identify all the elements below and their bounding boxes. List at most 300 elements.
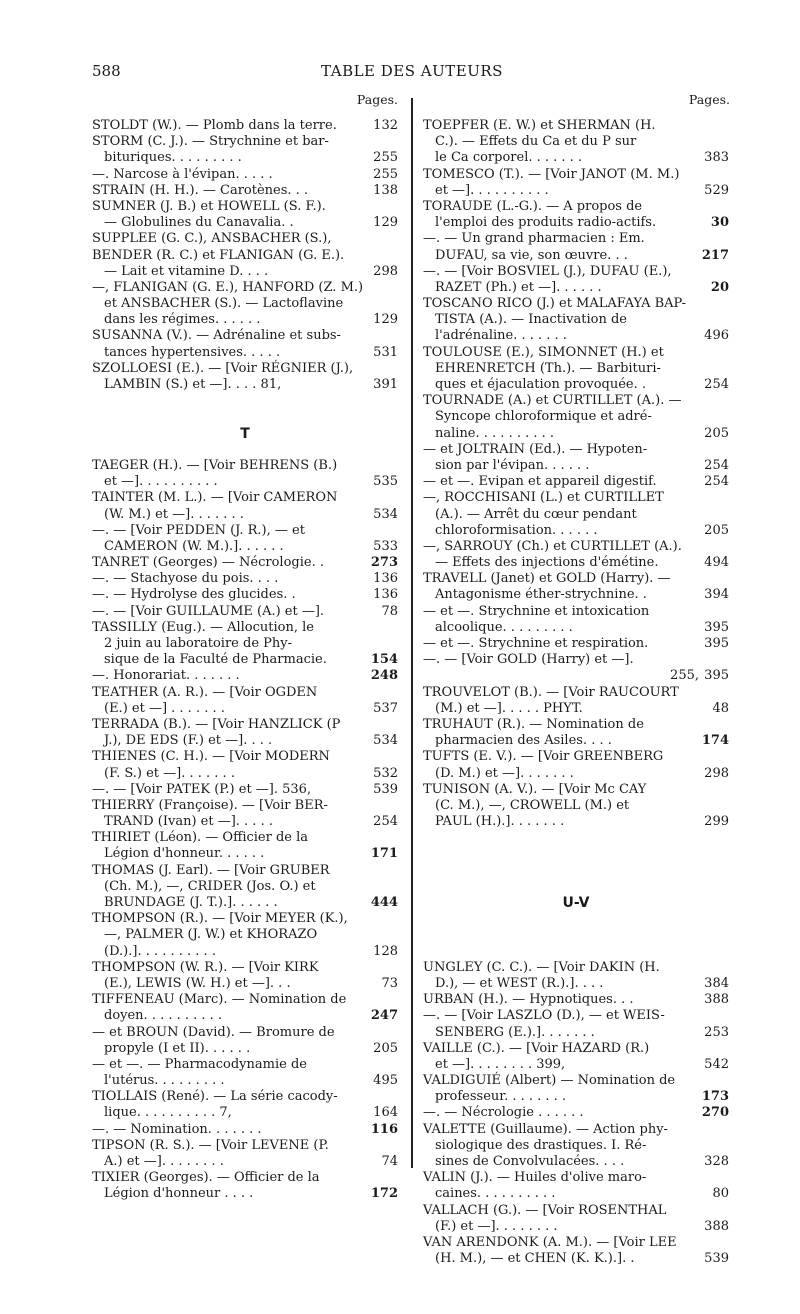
entry-text: —. Honorariat. . . . . . . xyxy=(92,668,240,684)
page-ref: 20 xyxy=(710,279,729,295)
entry-text: —. — [Voir PEDDEN (J. R.), — et xyxy=(92,522,305,538)
index-entry-line xyxy=(423,636,729,652)
entry-text: TIXIER (Georges). — Officier de la xyxy=(92,1170,320,1186)
entry-text: —. — [Voir LASZLO (D.), — et WEIS- xyxy=(423,1008,665,1024)
index-entry-line xyxy=(423,1219,729,1235)
index-entry-line xyxy=(423,571,729,587)
index-entry-line xyxy=(92,328,398,344)
entry-text: PAUL (H.).]. . . . . . . xyxy=(435,814,565,830)
index-entry-line xyxy=(423,474,729,490)
index-entry-line xyxy=(92,960,398,976)
entry-text: — Globulines du Canavalia. . xyxy=(104,215,294,231)
page-ref: 542 xyxy=(704,1056,729,1072)
entry-text: Antagonisme éther-strychnine. . xyxy=(435,587,647,603)
entry-text: TIOLLAIS (René). — La série cacody- xyxy=(92,1089,338,1105)
column-divider xyxy=(411,98,413,1168)
entry-text: — et BROUN (David). — Bromure de xyxy=(92,1024,335,1040)
index-entry-line xyxy=(92,1089,398,1105)
index-entry-line xyxy=(423,312,729,328)
index-entry-line xyxy=(92,733,398,749)
page-ref: 136 xyxy=(373,571,398,587)
page-ref: 171 xyxy=(370,846,398,862)
entry-text: TOSCANO RICO (J.) et MALAFAYA BAP- xyxy=(423,296,686,312)
spacer xyxy=(92,409,398,425)
index-entry-line xyxy=(92,458,398,474)
index-entry-line xyxy=(92,1057,398,1073)
index-entry-line xyxy=(423,1041,729,1057)
entry-text: doyen. . . . . . . . . . xyxy=(104,1008,223,1024)
index-entry-line xyxy=(423,409,729,425)
entry-text: STOLDT (W.). — Plomb dans la terre. xyxy=(92,118,337,133)
index-entry-line xyxy=(423,231,729,247)
page-ref: 444 xyxy=(370,895,398,910)
index-entry-line xyxy=(423,328,729,344)
entry-text: —, SARROUY (Ch.) et CURTILLET (A.). xyxy=(423,538,682,554)
entry-text: TIFFENEAU (Marc). — Nomination de xyxy=(92,992,347,1008)
index-entry-line xyxy=(423,1203,729,1219)
page-ref: 383 xyxy=(704,150,729,166)
entry-text: (E.), LEWIS (W. H.) et —]. . . xyxy=(104,975,291,991)
entry-text: UNGLEY (C. C.). — [Voir DAKIN (H. xyxy=(423,959,660,975)
index-entry-line xyxy=(423,960,729,976)
index-entry-line xyxy=(423,377,729,393)
page-ref: 254 xyxy=(373,814,398,830)
page-ref: 388 xyxy=(704,992,729,1008)
index-entry-line xyxy=(92,474,398,490)
spacer xyxy=(423,944,729,960)
page-ref: 129 xyxy=(373,215,398,231)
index-entry-line xyxy=(423,1089,729,1105)
entry-text: EHRENRETCH (Th.). — Barbituri- xyxy=(435,360,661,376)
page-ref: 30 xyxy=(710,215,729,231)
index-entry-line xyxy=(92,150,398,166)
index-entry-line xyxy=(423,1105,729,1121)
page-ref: 531 xyxy=(373,344,398,360)
entry-text: TEATHER (A. R.). — [Voir OGDEN xyxy=(92,684,318,700)
entry-text: dans les régimes. . . . . . xyxy=(104,312,261,328)
index-entry-line xyxy=(423,490,729,506)
index-entry-line xyxy=(92,798,398,814)
entry-text: — et JOLTRAIN (Ed.). — Hypoten- xyxy=(423,441,648,457)
index-entry-line xyxy=(92,1122,398,1138)
page-ref: 116 xyxy=(370,1121,398,1137)
spacer xyxy=(92,393,398,409)
entry-text: C.). — Effets du Ca et du P sur xyxy=(435,134,637,150)
page-ref: 496 xyxy=(704,328,729,344)
page-ref: 205 xyxy=(704,522,729,538)
spacer xyxy=(423,830,729,846)
entry-text: —. — [Voir BOSVIEL (J.), DUFAU (E.), xyxy=(423,263,672,279)
pages-label-left: Pages. xyxy=(356,92,398,107)
page-ref: 537 xyxy=(373,700,398,716)
page-ref: 78 xyxy=(381,603,398,619)
index-entry-line xyxy=(423,393,729,409)
entry-text: — et —. Evipan et appareil digestif. xyxy=(423,474,657,490)
page-ref: 529 xyxy=(704,182,729,198)
entry-text: VAN ARENDONK (A. M.). — [Voir LEE xyxy=(423,1234,677,1250)
page-ref: 129 xyxy=(373,312,398,328)
index-entry-line xyxy=(92,361,398,377)
index-entry-line xyxy=(423,587,729,603)
entry-text: —. — Nomination. . . . . . . xyxy=(92,1121,262,1137)
index-entry-line xyxy=(92,231,398,247)
page-ref: 534 xyxy=(373,506,398,522)
entry-text: — Effets des injections d'émétine. xyxy=(435,555,659,571)
entry-text: TASSILLY (Eug.). — Allocution, le xyxy=(92,619,314,635)
entry-text: THIENES (C. H.). — [Voir MODERN xyxy=(92,749,330,765)
entry-text: SUSANNA (V.). — Adrénaline et subs- xyxy=(92,328,341,344)
index-entry-line xyxy=(423,215,729,231)
entry-text: sines de Convolvulacées. . . . xyxy=(435,1154,625,1169)
index-entry-line xyxy=(423,134,729,150)
entry-text: BRUNDAGE (J. T.).]. . . . . . xyxy=(104,895,278,910)
entry-text: (E.) et —] . . . . . . . xyxy=(104,700,225,716)
index-entry-line xyxy=(92,717,398,733)
index-entry-line xyxy=(92,685,398,701)
page-header xyxy=(92,62,732,84)
entry-text: THOMAS (J. Earl). — [Voir GRUBER xyxy=(92,862,330,878)
index-entry-line xyxy=(423,442,729,458)
entry-text: pharmacien des Asiles. . . . xyxy=(435,733,612,749)
entry-text: — et —. — Pharmacodynamie de xyxy=(92,1056,307,1072)
index-entry-line xyxy=(92,846,398,862)
section-letter: T xyxy=(240,425,250,442)
page-ref: 395 xyxy=(704,619,729,635)
index-entry-line xyxy=(423,766,729,782)
entry-text: et —]. . . . . . . . . . xyxy=(104,474,218,490)
page-ref: 128 xyxy=(373,943,398,959)
page-ref: 255 xyxy=(373,166,398,182)
entry-text: caines. . . . . . . . . . xyxy=(435,1186,556,1202)
entry-text: RAZET (Ph.) et —]. . . . . . xyxy=(435,279,602,295)
index-entry-line xyxy=(423,539,729,555)
page-ref: 395 xyxy=(704,668,729,684)
index-entry-line xyxy=(423,976,729,992)
entry-text: THIERRY (Françoise). — [Voir BER- xyxy=(92,797,328,813)
index-entry-line xyxy=(423,1235,729,1251)
page-ref: 533 xyxy=(373,538,398,554)
page-ref: 247 xyxy=(370,1008,398,1024)
entry-text: 2 juin au laboratoire de Phy- xyxy=(104,636,292,651)
spacer xyxy=(423,927,729,943)
entry-text: —. — Un grand pharmacien : Em. xyxy=(423,231,645,247)
index-entry-line xyxy=(423,458,729,474)
index-entry-line xyxy=(92,587,398,603)
entry-text: TRAVELL (Janet) et GOLD (Harry). — xyxy=(423,571,671,587)
entry-text: sique de la Faculté de Pharmacie. xyxy=(104,652,327,668)
index-entry-line xyxy=(423,183,729,199)
entry-text: VALDIGUIÉ (Albert) — Nomination de xyxy=(423,1073,676,1089)
spacer xyxy=(423,846,729,862)
entry-text: TUFTS (E. V.). — [Voir GREENBERG xyxy=(423,749,664,765)
entry-text: DUFAU, sa vie, son œuvre. . . xyxy=(435,247,628,263)
entry-text: professeur. . . . . . . . xyxy=(435,1089,567,1105)
index-entry-line xyxy=(423,814,729,830)
page-ref: 248 xyxy=(370,668,398,684)
entry-text: — Lait et vitamine D. . . . xyxy=(104,263,269,279)
entry-text: D.), — et WEST (R.).]. . . . xyxy=(435,975,604,991)
page-number: 588 xyxy=(92,62,121,80)
entry-text: SZOLLOESI (E.). — [Voir RÉGNIER (J.), xyxy=(92,360,354,376)
entry-text: bituriques. . . . . . . . . xyxy=(104,150,242,166)
page-ref: 173 xyxy=(701,1089,729,1105)
page-ref: 132 xyxy=(373,118,398,133)
page-ref: 384 xyxy=(704,975,729,991)
page-ref: 539 xyxy=(704,1251,729,1267)
page-ref: 535 xyxy=(373,474,398,490)
entry-text: CAMERON (W. M.).]. . . . . . xyxy=(104,538,284,554)
index-entry-line xyxy=(423,1057,729,1073)
page-ref: 395 xyxy=(704,636,729,651)
index-entry-line xyxy=(423,652,729,668)
spacer xyxy=(423,863,729,879)
entry-text: (D.).]. . . . . . . . . . xyxy=(104,943,216,959)
page-ref: 532 xyxy=(373,765,398,781)
entry-text: alcoolique. . . . . . . . . xyxy=(435,619,573,635)
index-entry-line xyxy=(92,215,398,231)
index-entry-line xyxy=(92,863,398,879)
entry-text: STORM (C. J.). — Strychnine et bar- xyxy=(92,134,329,150)
index-entry-line xyxy=(423,717,729,733)
spacer xyxy=(423,879,729,895)
entry-text: —. — Nécrologie . . . . . . xyxy=(423,1105,584,1121)
index-entry-line xyxy=(423,1073,729,1089)
entry-text: l'emploi des produits radio-actifs. xyxy=(435,215,657,231)
index-entry-line xyxy=(423,733,729,749)
index-entry-line xyxy=(92,490,398,506)
entry-text: l'utérus. . . . . . . . . xyxy=(104,1073,225,1089)
page-ref: 154 xyxy=(370,652,398,668)
entry-text: l'adrénaline. . . . . . . xyxy=(435,328,567,344)
entry-text: et ANSBACHER (S.). — Lactoflavine xyxy=(104,296,344,312)
index-entry-line xyxy=(92,604,398,620)
entry-text: —. Narcose à l'évipan. . . . . xyxy=(92,166,273,182)
index-entry-line xyxy=(423,150,729,166)
page-ref: 48 xyxy=(712,700,729,716)
index-entry-line xyxy=(423,749,729,765)
page-ref: 164 xyxy=(373,1105,398,1121)
entry-text: TOEPFER (E. W.) et SHERMAN (H. xyxy=(423,118,656,133)
entry-text: —. — Hydrolyse des glucides. . xyxy=(92,587,296,603)
entry-text: —. — [Voir GOLD (Harry) et —]. xyxy=(423,652,634,668)
index-entry-line xyxy=(92,1138,398,1154)
entry-text: (H. M.), — et CHEN (K. K.).]. . xyxy=(435,1251,635,1267)
entry-text: —, PALMER (J. W.) et KHORAZO xyxy=(104,927,318,943)
page-ref: 539 xyxy=(373,781,398,797)
entry-text: SUMNER (J. B.) et HOWELL (S. F.). xyxy=(92,198,326,214)
page-ref: 172 xyxy=(370,1186,398,1202)
index-entry-line xyxy=(92,571,398,587)
entry-text: A.) et —]. . . . . . . . xyxy=(104,1154,224,1169)
entry-text: TOULOUSE (E.), SIMONNET (H.) et xyxy=(423,344,664,360)
index-entry-line xyxy=(92,1008,398,1024)
index-entry-line xyxy=(423,668,729,684)
index-entry-line xyxy=(92,976,398,992)
page-title: TABLE DES AUTEURS xyxy=(321,62,503,80)
index-entry-line xyxy=(92,1170,398,1186)
index-entry-line xyxy=(92,911,398,927)
index-entry-line xyxy=(92,944,398,960)
index-entry-line xyxy=(423,798,729,814)
entry-text: et —]. . . . . . . . . . xyxy=(435,182,549,198)
page-ref: 388 xyxy=(704,1218,729,1234)
entry-text: STRAIN (H. H.). — Carotènes. . . xyxy=(92,182,309,198)
entry-text: SUPPLEE (G. C.), ANSBACHER (S.), xyxy=(92,231,332,247)
entry-text: BENDER (R. C.) et FLANIGAN (G. E.). xyxy=(92,247,345,263)
page-ref: 391 xyxy=(373,377,398,392)
index-entry-line xyxy=(423,118,729,134)
entry-text: THOMPSON (W. R.). — [Voir KIRK xyxy=(92,959,319,975)
entry-text: Syncope chloroformique et adré- xyxy=(435,409,652,425)
index-entry-line xyxy=(423,345,729,361)
index-entry-line xyxy=(423,620,729,636)
index-entry-line xyxy=(423,264,729,280)
entry-text: THIRIET (Léon). — Officier de la xyxy=(92,830,309,846)
page-ref: 273 xyxy=(370,555,398,571)
index-entry-line xyxy=(423,685,729,701)
page-ref: 495 xyxy=(373,1073,398,1089)
index-entry-line xyxy=(92,507,398,523)
index-entry-line xyxy=(92,1186,398,1202)
page-ref: 299 xyxy=(704,814,729,830)
entry-text: (C. M.), —, CROWELL (M.) et xyxy=(435,797,630,813)
entry-text: THOMPSON (R.). — [Voir MEYER (K.), xyxy=(92,911,348,927)
index-entry-line xyxy=(423,555,729,571)
entry-text: siologique des drastiques. I. Ré- xyxy=(435,1137,647,1153)
index-entry-line xyxy=(423,426,729,442)
page-ref: 254 xyxy=(704,377,729,392)
index-entry-line xyxy=(92,668,398,684)
page-ref: 298 xyxy=(704,765,729,781)
index-entry-line xyxy=(423,296,729,312)
entry-text: TRAND (Ivan) et —]. . . . . xyxy=(104,814,273,830)
page-ref: 74 xyxy=(381,1154,398,1169)
entry-text: naline. . . . . . . . . . xyxy=(435,425,555,441)
index-entry-line xyxy=(92,620,398,636)
index-entry-line xyxy=(423,1251,729,1267)
index-entry-line xyxy=(423,361,729,377)
entry-text: tances hypertensives. . . . . xyxy=(104,344,281,360)
page-ref: 138 xyxy=(373,182,398,198)
entry-text: LAMBIN (S.) et —]. . . . 81, xyxy=(104,377,282,392)
index-entry-line xyxy=(92,879,398,895)
entry-text: SENBERG (E.).]. . . . . . . xyxy=(435,1024,595,1040)
index-entry-line xyxy=(92,927,398,943)
index-entry-line xyxy=(92,814,398,830)
entry-text: (Ch. M.), —, CRIDER (Jos. O.) et xyxy=(104,878,316,894)
index-entry-line xyxy=(423,280,729,296)
index-entry-line xyxy=(423,604,729,620)
entry-text: TIPSON (R. S.). — [Voir LEVENE (P. xyxy=(92,1137,329,1153)
index-entry-line xyxy=(423,507,729,523)
entry-text: (F. S.) et —]. . . . . . . xyxy=(104,765,235,781)
index-entry-line xyxy=(92,377,398,393)
entry-text: Légion d'honneur . . . . xyxy=(104,1186,254,1202)
page-ref: 217 xyxy=(701,247,729,263)
entry-text: — et —. Strychnine et respiration. xyxy=(423,636,649,651)
entry-text: TUNISON (A. V.). — [Voir Mc CAY xyxy=(423,781,647,797)
page-ref: 255 xyxy=(373,150,398,166)
index-entry-line xyxy=(92,1073,398,1089)
entry-text: VALETTE (Guillaume). — Action phy- xyxy=(423,1121,668,1137)
page-ref: 254 xyxy=(704,457,729,473)
page-ref: 270 xyxy=(701,1105,729,1121)
index-entry-line xyxy=(92,345,398,361)
entry-text: TISTA (A.). — Inactivation de xyxy=(435,312,627,328)
index-entry-line xyxy=(92,199,398,215)
entry-text: lique. . . . . . . . . . 7, xyxy=(104,1105,232,1121)
index-entry-line xyxy=(423,1122,729,1138)
index-entry-line xyxy=(92,183,398,199)
entry-text: et —]. . . . . . . . 399, xyxy=(435,1056,566,1072)
index-entry-line xyxy=(92,1041,398,1057)
pages-label-right: Pages. xyxy=(688,92,730,107)
entry-text: URBAN (H.). — Hypnotiques. . . xyxy=(423,992,634,1008)
index-entry-line xyxy=(423,1138,729,1154)
entry-text: TAEGER (H.). — [Voir BEHRENS (B.) xyxy=(92,457,338,473)
index-entry-line xyxy=(92,1025,398,1041)
index-entry-line xyxy=(92,895,398,911)
index-entry-line xyxy=(92,830,398,846)
index-entry-line xyxy=(423,1154,729,1170)
index-entry-line xyxy=(92,555,398,571)
entry-text: sion par l'évipan. . . . . . xyxy=(435,457,590,473)
entry-text: (W. M.) et —]. . . . . . . xyxy=(104,506,244,522)
index-entry-line xyxy=(423,701,729,717)
index-entry-line xyxy=(423,1186,729,1202)
entry-text: TERRADA (B.). — [Voir HANZLICK (P xyxy=(92,716,341,732)
entry-text: 255, xyxy=(670,668,699,684)
index-entry-line xyxy=(92,652,398,668)
page-ref: 494 xyxy=(704,555,729,571)
entry-text: TANRET (Georges) — Nécrologie. . xyxy=(92,555,324,571)
entry-text: J.), DE EDS (F.) et —]. . . . xyxy=(104,733,273,749)
index-entry-line xyxy=(92,296,398,312)
index-entry-line xyxy=(92,539,398,555)
entry-text: propyle (I et II). . . . . . xyxy=(104,1040,251,1056)
index-entry-line xyxy=(92,167,398,183)
page-ref: 136 xyxy=(373,587,398,603)
entry-text: TORAUDE (L.-G.). — A propos de xyxy=(423,198,643,214)
entry-text: (M.) et —]. . . . . PHYT. xyxy=(435,700,583,716)
entry-text: VALIN (J.). — Huiles d'olive maro- xyxy=(423,1170,647,1186)
entry-text: chloroformisation. . . . . . xyxy=(435,522,598,538)
section-letter: U-V xyxy=(562,895,590,911)
entry-text: TRUHAUT (R.). — Nomination de xyxy=(423,716,644,732)
entry-text: ques et éjaculation provoquée. . xyxy=(435,377,647,392)
index-entry-line xyxy=(423,1008,729,1024)
spacer xyxy=(92,442,398,458)
index-entry-line xyxy=(92,118,398,134)
entry-text: TOMESCO (T.). — [Voir JANOT (M. M.) xyxy=(423,166,680,182)
index-entry-line xyxy=(92,134,398,150)
index-entry-line xyxy=(92,523,398,539)
entry-text: —, FLANIGAN (G. E.), HANFORD (Z. M.) xyxy=(92,279,364,295)
page-ref: 298 xyxy=(373,263,398,279)
index-entry-line xyxy=(92,636,398,652)
entry-text: —. — [Voir GUILLAUME (A.) et —]. xyxy=(92,603,325,619)
page-ref: 205 xyxy=(373,1040,398,1056)
index-entry-line xyxy=(92,701,398,717)
index-entry-line xyxy=(423,1025,729,1041)
index-entry-line xyxy=(92,1105,398,1121)
entry-text: TOURNADE (A.) et CURTILLET (A.). — xyxy=(423,393,682,409)
index-entry-line xyxy=(423,992,729,1008)
index-entry-line xyxy=(92,280,398,296)
index-entry-line xyxy=(92,248,398,264)
index-entry-line xyxy=(92,264,398,280)
index-entry-line xyxy=(92,992,398,1008)
